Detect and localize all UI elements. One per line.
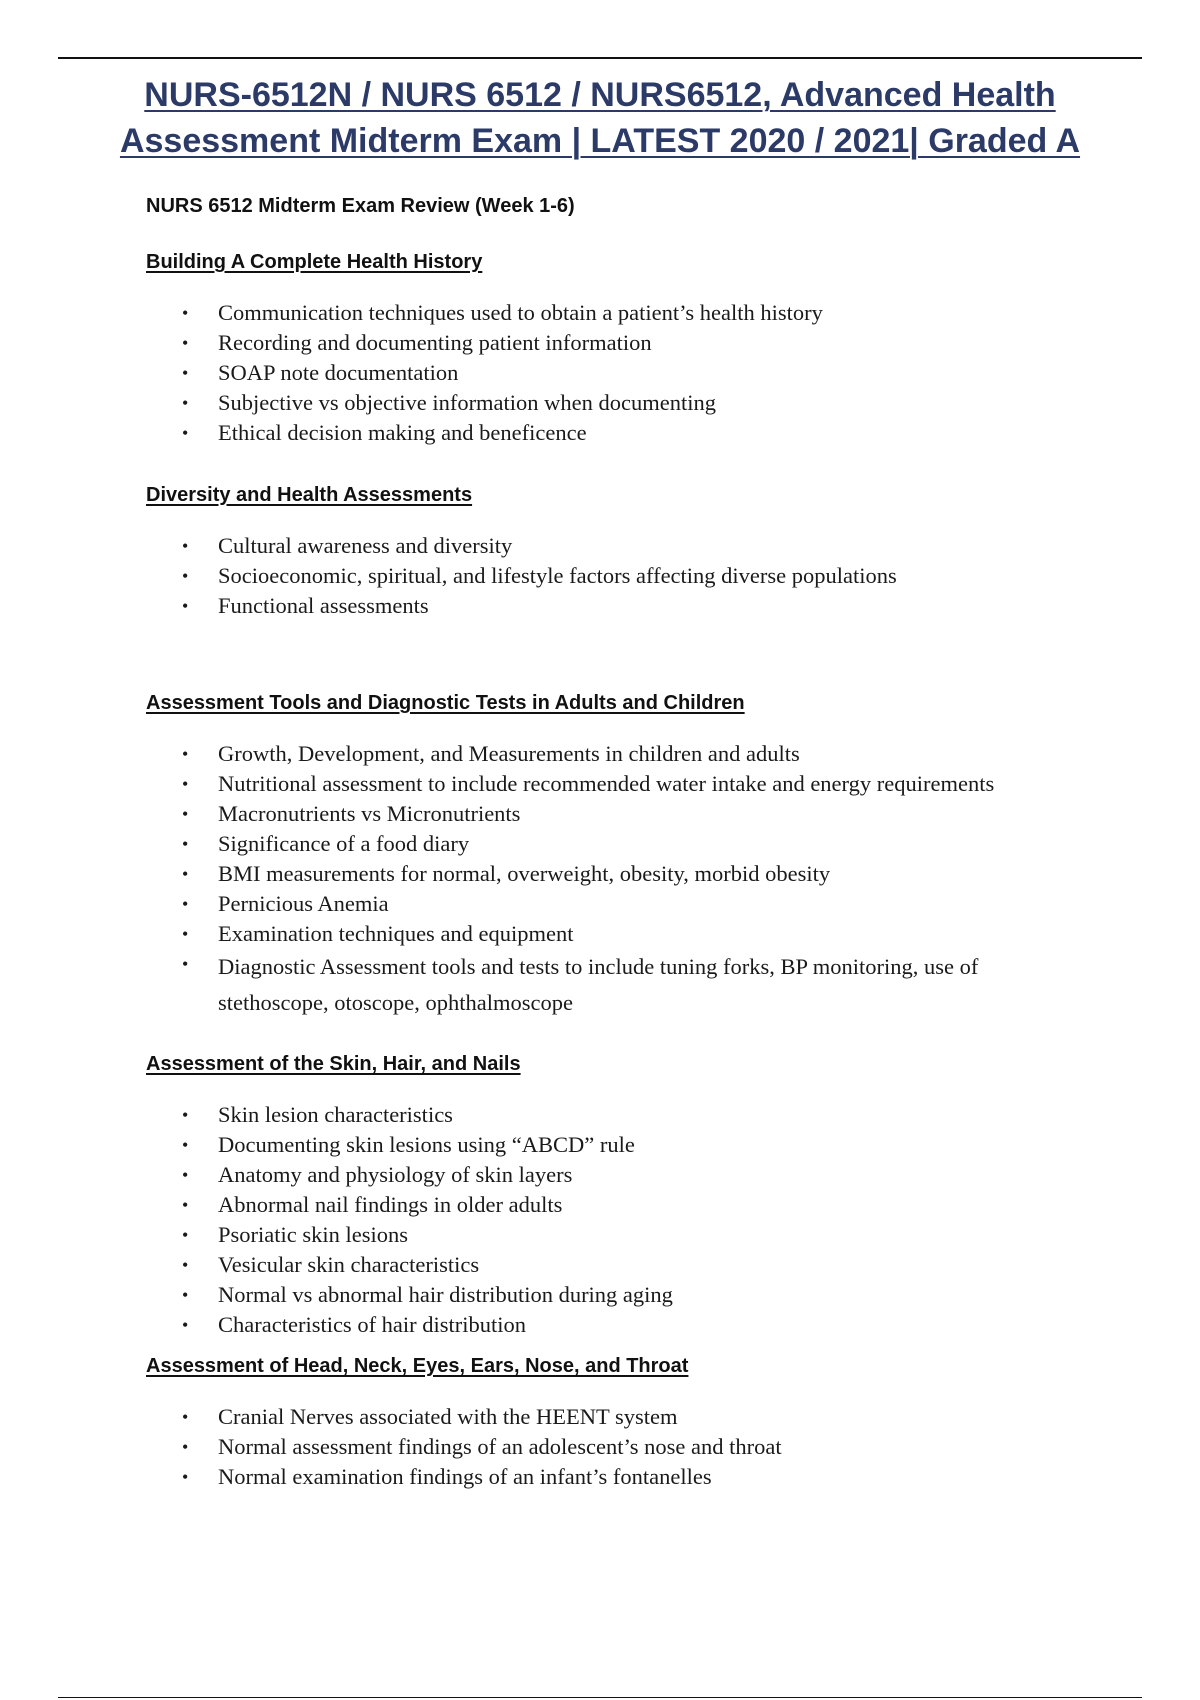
list-item: • Nutritional assessment to include recommended water intake and energy requirements — [146, 769, 1086, 799]
bullet-icon: • — [182, 744, 189, 764]
section-diversity — [146, 483, 1086, 621]
bullet-icon: • — [182, 1285, 189, 1305]
list-item: • Anatomy and physiology of skin layers — [146, 1160, 1086, 1190]
bullet-icon: • — [182, 1105, 189, 1125]
bottom-rule — [58, 1697, 1142, 1698]
list-item: • Cultural awareness and diversity — [146, 531, 1086, 561]
bullet-icon: • — [182, 303, 189, 323]
top-rule — [58, 57, 1142, 59]
list-item: • Macronutrients vs Micronutrients — [146, 799, 1086, 829]
bullet-icon: • — [182, 1135, 189, 1155]
bullet-icon: • — [182, 566, 189, 586]
list-item: • Vesicular skin characteristics — [146, 1250, 1086, 1280]
list-item: • Skin lesion characteristics — [146, 1100, 1086, 1130]
list-item: • Communication techniques used to obtain a patient’s health history — [146, 298, 1086, 328]
section-heading: Diversity and Health Assessments — [146, 484, 473, 506]
bullet-list — [146, 298, 1086, 448]
section-heading: Assessment of Head, Neck, Eyes, Ears, Nose, and Throat — [146, 1355, 689, 1377]
list-item: • Normal assessment findings of an adolescent’s nose and throat — [146, 1432, 1086, 1462]
bullet-icon: • — [182, 1407, 189, 1427]
list-item: • Significance of a food diary — [146, 829, 1086, 859]
bullet-icon: • — [182, 954, 189, 974]
review-subtitle: NURS 6512 Midterm Exam Review (Week 1-6) — [146, 195, 575, 217]
bullet-icon: • — [182, 363, 189, 383]
bullet-icon: • — [182, 834, 189, 854]
list-item: • Functional assessments — [146, 591, 1086, 621]
bullet-list — [146, 531, 1086, 621]
list-item: • Cranial Nerves associated with the HEENT system — [146, 1402, 1086, 1432]
bullet-icon: • — [182, 1437, 189, 1457]
bullet-icon: • — [182, 924, 189, 944]
section-heading: Assessment Tools and Diagnostic Tests in Adults and Children — [146, 692, 745, 714]
bullet-list — [146, 1402, 1086, 1492]
bullet-icon: • — [182, 423, 189, 443]
section-assessment-tools — [146, 691, 1086, 1021]
bullet-icon: • — [182, 1165, 189, 1185]
list-item: • Socioeconomic, spiritual, and lifestyle factors affecting diverse populations — [146, 561, 1086, 591]
list-item: • Examination techniques and equipment — [146, 919, 1086, 949]
list-item: • Documenting skin lesions using “ABCD” rule — [146, 1130, 1086, 1160]
list-item: • Ethical decision making and beneficence — [146, 418, 1086, 448]
bullet-icon: • — [182, 596, 189, 616]
list-item: • BMI measurements for normal, overweight, obesity, morbid obesity — [146, 859, 1086, 889]
section-heading: Building A Complete Health History — [146, 251, 483, 273]
list-item: • Growth, Development, and Measurements in children and adults — [146, 739, 1086, 769]
title-line-1: NURS-6512N / NURS 6512 / NURS6512, Advanced Health — [144, 76, 1056, 114]
bullet-list — [146, 1100, 1086, 1340]
list-item: • Abnormal nail findings in older adults — [146, 1190, 1086, 1220]
bullet-list — [146, 739, 1086, 1021]
bullet-icon: • — [182, 774, 189, 794]
list-item: • Diagnostic Assessment tools and tests to include tuning forks, BP monitoring, use of stethoscope, otoscope, ophthalmoscope — [146, 949, 1086, 1021]
bullet-icon: • — [182, 536, 189, 556]
bullet-icon: • — [182, 804, 189, 824]
list-item: • Recording and documenting patient information — [146, 328, 1086, 358]
section-health-history — [146, 250, 1086, 448]
bullet-icon: • — [182, 1255, 189, 1275]
bullet-icon: • — [182, 1315, 189, 1335]
bullet-icon: • — [182, 1225, 189, 1245]
section-heading: Assessment of the Skin, Hair, and Nails — [146, 1053, 521, 1075]
bullet-icon: • — [182, 333, 189, 353]
list-item: • Psoriatic skin lesions — [146, 1220, 1086, 1250]
section-heent — [146, 1354, 1086, 1492]
list-item: • Subjective vs objective information when documenting — [146, 388, 1086, 418]
list-item: • Characteristics of hair distribution — [146, 1310, 1086, 1340]
bullet-icon: • — [182, 1195, 189, 1215]
list-item: • Normal examination findings of an infant’s fontanelles — [146, 1462, 1086, 1492]
list-item: • Pernicious Anemia — [146, 889, 1086, 919]
title-line-2: Assessment Midterm Exam | LATEST 2020 / 2021| Graded A — [119, 122, 1081, 160]
list-item: • Normal vs abnormal hair distribution during aging — [146, 1280, 1086, 1310]
bullet-icon: • — [182, 393, 189, 413]
bullet-icon: • — [182, 1467, 189, 1487]
document-title — [60, 72, 1140, 164]
bullet-icon: • — [182, 864, 189, 884]
bullet-icon: • — [182, 894, 189, 914]
section-skin-hair-nails — [146, 1052, 1086, 1340]
list-item: • SOAP note documentation — [146, 358, 1086, 388]
